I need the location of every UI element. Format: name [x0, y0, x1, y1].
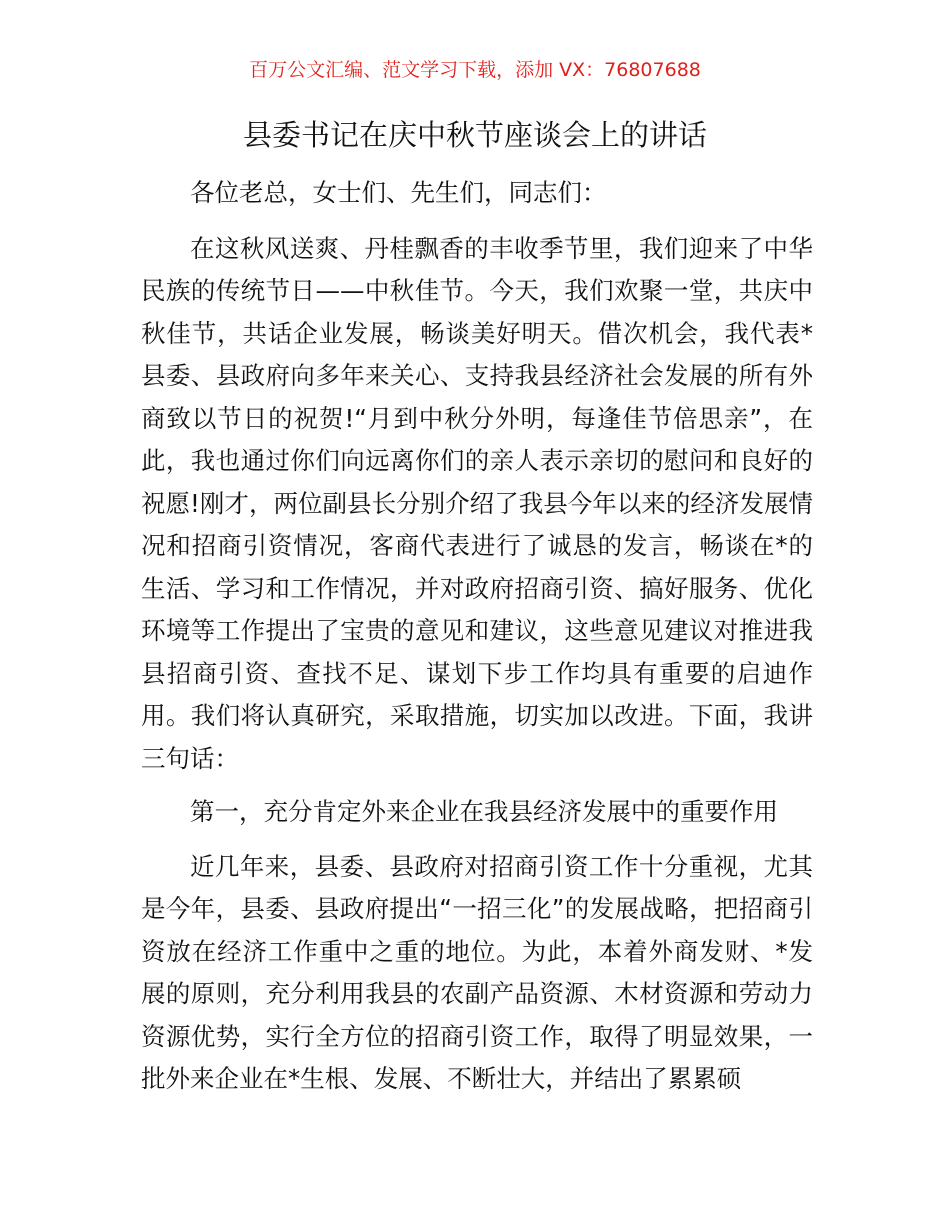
watermark-header: 百万公文汇编、范文学习下载，添加 VX：76807688 [249, 59, 701, 81]
document-title: 县委书记在庆中秋节座谈会上的讲话 [242, 118, 707, 152]
document-body [141, 172, 813, 1101]
paragraph: 近几年来，县委、县政府对招商引资工作十分重视，尤其是今年，县委、县政府提出“一招三化”的发展战略，把招商引资放在经济工作重中之重的地位。为此，本着外商发财、*发展的原则，充分利用我县的农副产品资源、木材资源和劳动力资源优势，实行全方位的招商引资工作，取得了明显效果，一批外来企业在*生根、发展、不断壮大，并结出了累累硕 [141, 851, 813, 1093]
greeting-line: 各位老总，女士们、先生们，同志们： [190, 178, 607, 207]
paragraph: 在这秋风送爽、丹桂飘香的丰收季节里，我们迎来了中华民族的传统节日——中秋佳节。今天，我们欢聚一堂，共庆中秋佳节，共话企业发展，畅谈美好明天。借次机会，我代表*县委、县政府向多年来关心、支持我县经济社会发展的所有外商致以节日的祝贺!“月到中秋分外明，每逢佳节倍思亲”，在此，我也通过你们向远离你们的亲人表示亲切的慰问和良好的祝愿!刚才，两位副县长分别介绍了我县今年以来的经济发展情况和招商引资情况，客商代表进行了诚恳的发言，畅谈在*的生活、学习和工作情况，并对政府招商引资、搞好服务、优化环境等工作提出了宝贵的意见和建议，这些意见建议对推进我县招商引资、查找不足、谋划下步工作均具有重要的启迪作用。我们将认真研究，采取措施，切实加以改进。下面，我讲三句话： [141, 233, 813, 773]
section-heading: 第一，充分肯定外来企业在我县经济发展中的重要作用 [190, 797, 778, 826]
